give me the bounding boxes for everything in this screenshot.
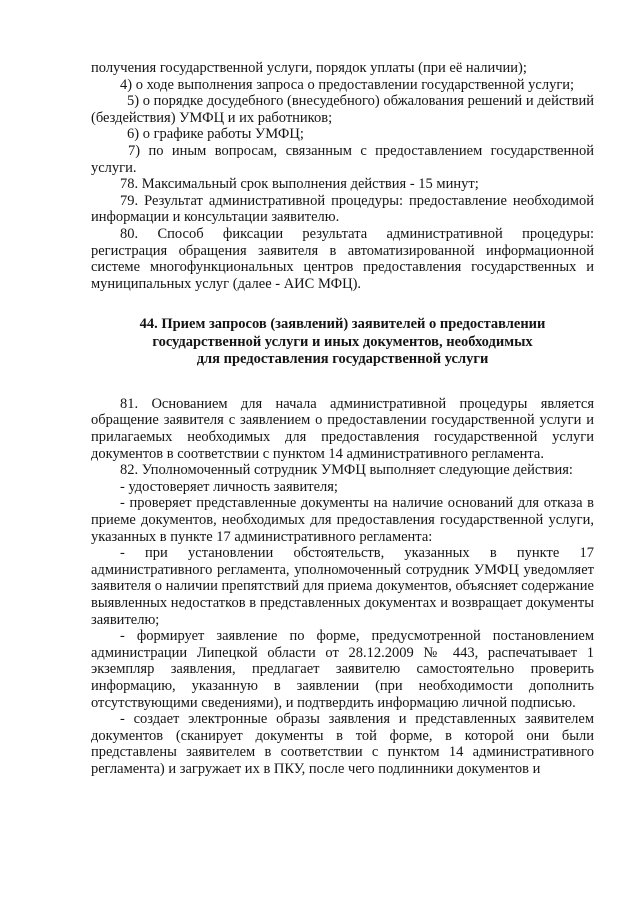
paragraph-82-4: - формирует заявление по форме, предусмотренной постановлением администрации Липецкой области от 28.12.2009 № 443, распечатывает 1 экземпляр заявления, предлагает заявителю самостоятельно проверить информацию, указанную в заявлении (при необходимости дополнить отсутствующими сведениями), и подтвердить информацию личной подписью. [91,628,594,711]
paragraph-78: 78. Максимальный срок выполнения действия - 15 минут; [120,176,479,193]
paragraph-6: 6) о графике работы УМФЦ; [127,126,304,143]
text-block-bottom [91,396,594,778]
paragraph-82-1: - удостоверяет личность заявителя; [120,478,338,495]
paragraph-79: 79. Результат административной процедуры: предоставление необходимой информации и консультации заявителю. [91,192,594,226]
heading-line: для предоставления государственной услуги [196,351,489,368]
paragraph-82-5: - создает электронные образы заявления и представленных заявителем документов (сканирует документы в той форме, в которой они были представлены заявителем в соответствии с пунктом 14 административного регламента) и загружает их в ПКУ, после чего подлинники документов и [91,711,594,777]
paragraph-82-2: - проверяет представленные документы на наличие оснований для отказа в приеме документов, необходимых для предоставления государственной услуги, указанных в пункте 17 административного регламента: [91,495,594,545]
paragraph-82-3: - при установлении обстоятельств, указанных в пункте 17 административного регламента, уполномоченный сотрудник УМФЦ уведомляет заявителя о наличии препятствий для приема документов, объясняет содержание выявленных недостатков в представленных документах и возвращает документы заявителю; [91,545,594,628]
paragraph-cont: получения государственной услуги, порядок уплаты (при её наличии); [91,60,527,76]
paragraph-82: 82. Уполномоченный сотрудник УМФЦ выполняет следующие действия: [120,462,573,479]
document-page [91,60,594,777]
paragraph-4: 4) о ходе выполнения запроса о предоставлении государственной услуги; [120,76,575,93]
heading-line: 44. Прием запросов (заявлений) заявителей о предоставлении [139,316,546,333]
paragraph-80: 80. Способ фиксации результата административной процедуры: регистрация обращения заявителя в автоматизированной информационной системе многофункциональных центров предоставления государственных и муниципальных услуг (далее - АИС МФЦ). [91,225,594,292]
heading-line: государственной услуги и иных документов, необходимых [152,333,533,350]
paragraph-7: 7) по иным вопросам, связанным с предоставлением государственной услуги. [91,142,594,176]
paragraph-81: 81. Основанием для начала административной процедуры является обращение заявителя с заявлением о предоставлении государственной услуги и прилагаемых необходимых для предоставления государственной услуги документов в соответствии с пунктом 14 административного регламента. [91,395,594,462]
paragraph-5: 5) о порядке досудебного (внесудебного) обжалования решений и действий (бездействия) УМФЦ и их работников; [91,93,594,126]
section-heading [91,316,594,369]
text-block-top [91,60,594,292]
